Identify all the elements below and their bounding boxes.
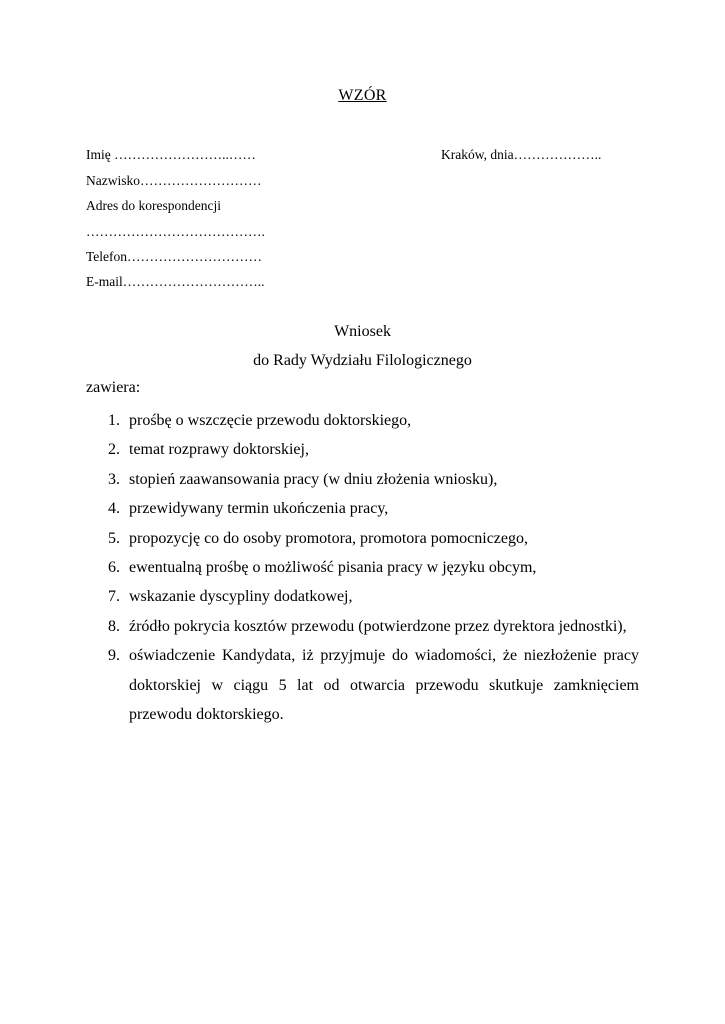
phone-field: Telefon………………………… — [86, 249, 263, 264]
list-item-text: temat rozprawy doktorskiej, — [129, 441, 309, 459]
list-item — [86, 524, 639, 553]
request-heading: Wniosek — [334, 323, 391, 340]
list-item — [86, 641, 639, 729]
list-item-text: propozycję co do osoby promotora, promotora pomocniczego, — [129, 529, 528, 547]
date-field: Kraków, dnia……………….. — [441, 147, 602, 162]
first-name-field: Imię ……………………..…… — [86, 147, 256, 162]
request-addressee: do Rady Wydziału Filologicznego — [253, 352, 472, 369]
list-item — [86, 582, 639, 611]
list-item — [86, 612, 639, 641]
list-item — [86, 406, 639, 435]
list-item-text: źródło pokrycia kosztów przewodu (potwierdzone przez dyrektora jednostki), — [129, 617, 627, 635]
document-title: WZÓR — [338, 87, 387, 104]
list-item-number: 6. — [108, 559, 120, 577]
intro-text: zawiera: — [86, 379, 141, 396]
last-name-field: Nazwisko……………………… — [86, 173, 262, 188]
list-item — [86, 494, 639, 523]
list-item-number: 3. — [108, 470, 120, 488]
list-item — [86, 435, 639, 464]
list-item-text: oświadczenie Kandydata, iż przyjmuje do wiadomości, że niezłożenie pracy doktorskiej w ciągu 5 lat od otwarcia przewodu skutkuje zamknięciem przewodu doktorskiego. — [129, 647, 639, 724]
list-item-text: przewidywany termin ukończenia pracy, — [129, 500, 389, 518]
list-item — [86, 465, 639, 494]
list-item-text: stopień zaawansowania pracy (w dniu złożenia wniosku), — [129, 470, 498, 488]
list-item — [86, 553, 639, 582]
list-item-number: 9. — [108, 647, 120, 665]
list-item-text: ewentualną prośbę o możliwość pisania pracy w języku obcym, — [129, 559, 537, 577]
list-item-text: prośbę o wszczęcie przewodu doktorskiego, — [129, 412, 412, 429]
address-line: …………………………………. — [86, 224, 265, 239]
list-item-number: 8. — [108, 617, 120, 635]
list-item-number: 5. — [108, 529, 120, 547]
list-item-number: 7. — [108, 588, 120, 606]
list-item-number: 1. — [108, 412, 120, 429]
requirements-list — [86, 406, 639, 729]
list-item-number: 4. — [108, 500, 120, 518]
address-label: Adres do korespondencji — [86, 198, 221, 213]
list-item-number: 2. — [108, 441, 120, 459]
email-field: E-mail………………………….. — [86, 274, 265, 289]
list-item-text: wskazanie dyscypliny dodatkowej, — [129, 588, 353, 606]
